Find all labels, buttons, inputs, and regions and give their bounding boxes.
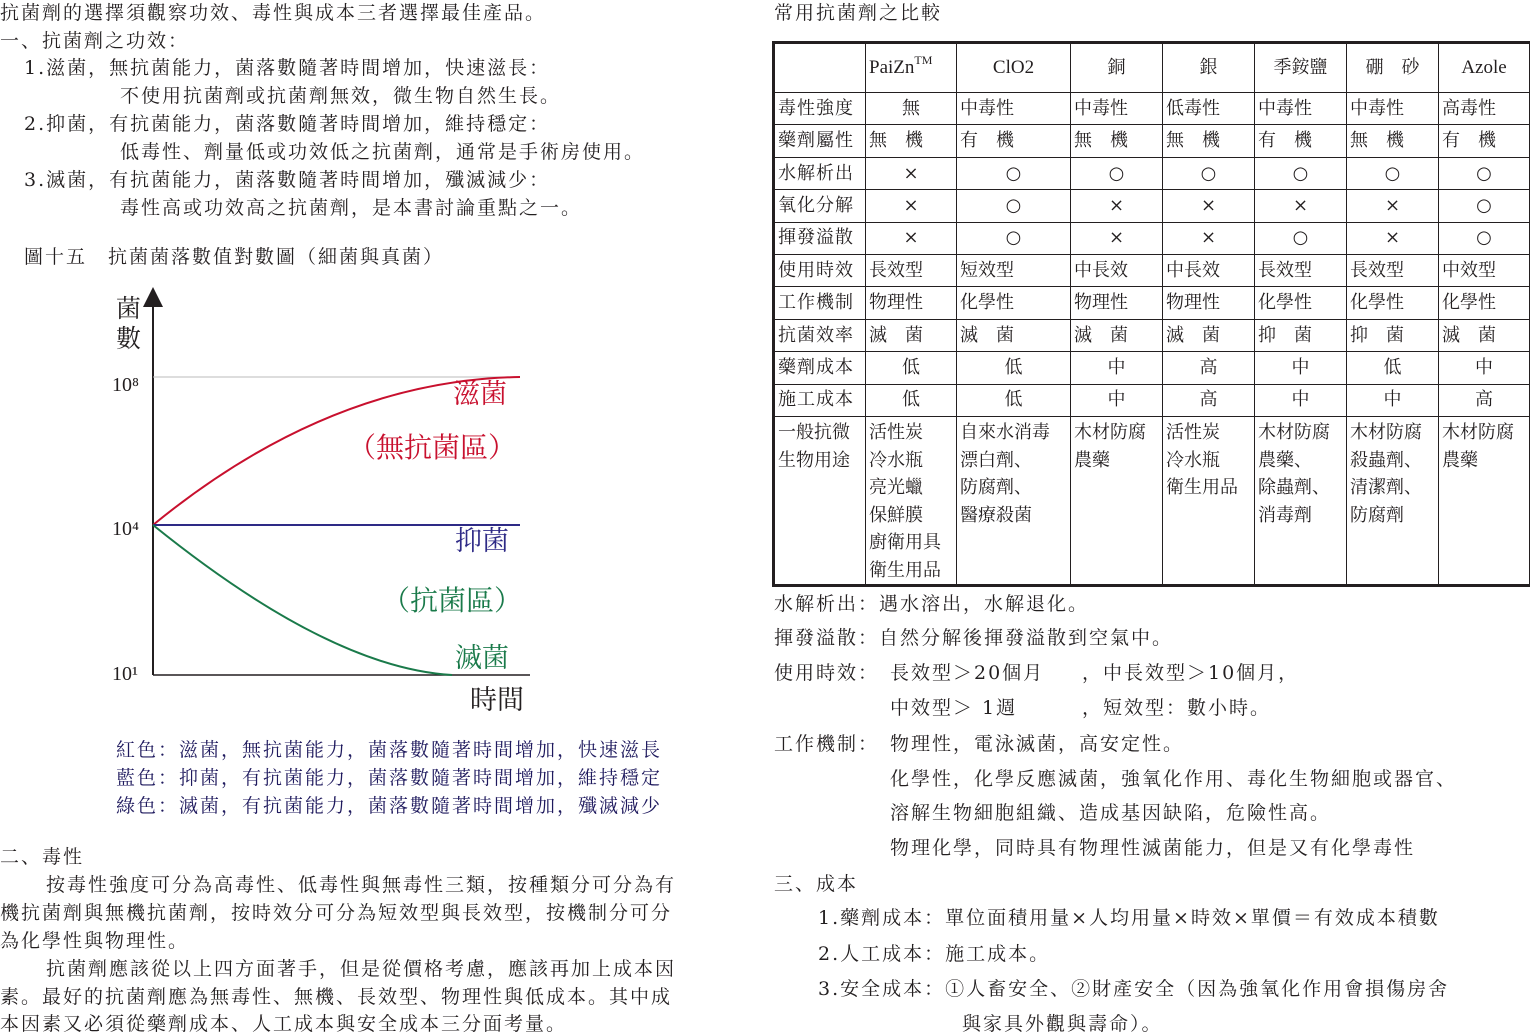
table-row-usage [774, 416, 1530, 586]
x-axis-label: 時間 [470, 685, 524, 716]
table-cell: 高 [1163, 352, 1255, 384]
table-cell: 長效型 [1255, 254, 1347, 286]
cost-item-3: 3.安全成本：①人畜安全、②財產安全（因為強氧化作用會損傷房舍 [818, 978, 1450, 1000]
y-tick-label: 10¹ [112, 663, 138, 685]
table-cell: 低 [1347, 352, 1439, 384]
table-cell: ○ [1255, 222, 1347, 254]
cost-item-3-cont: 與家具外觀與壽命）。 [962, 1013, 1163, 1035]
row-label-cell: 氧化分解 [774, 190, 866, 222]
table-cell: 無 [866, 93, 957, 125]
table-cell: 低 [957, 352, 1071, 384]
table-cell: ○ [1347, 157, 1439, 189]
para2-line: 抗菌劑應該從以上四方面著手，但是從價格考慮，應該再加上成本因 [46, 958, 677, 980]
item2-desc: 低毒性、劑量低或功效低之抗菌劑，通常是手術房使用。 [120, 141, 646, 163]
table-cell: 中 [1071, 352, 1163, 384]
para2-line: 素。最好的抗菌劑應為無毒性、無機、長效型、物理性與低成本。其中成 [0, 986, 673, 1008]
item3-title: 3.滅菌，有抗菌能力，菌落數隨著時間增加，殲滅減少： [24, 169, 551, 191]
item2-title: 2.抑菌，有抗菌能力，菌落數隨著時間增加，維持穩定： [24, 113, 551, 135]
region-label-no-antibacterial: （無抗菌區） [348, 431, 517, 464]
table-header-cell: Azole [1439, 43, 1530, 93]
table-header-cell: PaiZn™ [866, 43, 957, 93]
table-cell: 物理性 [866, 287, 957, 319]
table-cell: ○ [1255, 157, 1347, 189]
row-label-cell: 一般抗微 生物用途 [774, 416, 866, 586]
table-cell: 高 [1439, 384, 1530, 416]
table-cell: 中毒性 [1347, 93, 1439, 125]
table-cell: 低 [866, 352, 957, 384]
table-cell: 無 機 [1163, 125, 1255, 157]
table-cell: 無 機 [866, 125, 957, 157]
figure-caption: 圖十五 抗菌菌落數值對數圖（細菌與真菌） [24, 246, 445, 268]
row-label-cell: 藥劑成本 [774, 352, 866, 384]
usage-cell: 木材防腐 農藥 [1439, 416, 1530, 586]
usage-cell: 自來水消毒 漂白劑、 防腐劑、 醫療殺菌 [957, 416, 1071, 586]
item1-title: 1.滋菌，無抗菌能力，菌落數隨著時間增加，快速滋長： [24, 57, 551, 79]
table-row [774, 157, 1530, 189]
note-time-b: ，中長效型＞10個月， [1082, 662, 1300, 684]
table-cell: × [1071, 222, 1163, 254]
note-mech-1: 物理性，電泳滅菌，高安定性。 [890, 733, 1185, 755]
table-cell: ○ [957, 157, 1071, 189]
note-time-a: 長效型＞20個月 [890, 662, 1045, 684]
table-cell: 低 [957, 384, 1071, 416]
table-cell: × [866, 157, 957, 189]
table-cell: 物理性 [1163, 287, 1255, 319]
row-label-cell: 施工成本 [774, 384, 866, 416]
note-mech-4: 物理化學，同時具有物理性滅菌能力，但是又有化學毒性 [890, 837, 1416, 859]
table-cell: × [1347, 190, 1439, 222]
item1-desc: 不使用抗菌劑或抗菌劑無效，微生物自然生長。 [120, 85, 562, 107]
table-cell: ○ [1439, 190, 1530, 222]
table-header-cell: 銀 [1163, 43, 1255, 93]
table-cell: 抑 菌 [1255, 319, 1347, 351]
table-cell: × [1347, 222, 1439, 254]
table-header-cell: 硼 砂 [1347, 43, 1439, 93]
legend-blue: 藍色：抑菌，有抗菌能力，菌落數隨著時間增加，維持穩定 [116, 767, 663, 789]
table-cell: 中毒性 [1071, 93, 1163, 125]
series-label-growth: 滋菌 [453, 379, 507, 410]
table-cell: 低 [866, 384, 957, 416]
y-tick-label: 10⁸ [112, 374, 139, 396]
table-header-cell: 季銨鹽 [1255, 43, 1347, 93]
table-header-cell: 銅 [1071, 43, 1163, 93]
usage-cell: 木材防腐 殺蟲劑、 清潔劑、 防腐劑 [1347, 416, 1439, 586]
cost-item-2: 2.人工成本：施工成本。 [818, 943, 1051, 965]
table-cell: 中毒性 [1255, 93, 1347, 125]
cost-item-1: 1.藥劑成本：單位面積用量×人均用量×時效×單價＝有效成本積數 [818, 907, 1440, 929]
table-title: 常用抗菌劑之比較 [774, 2, 943, 24]
y-axis-label-2: 數 [116, 324, 142, 353]
row-label-cell: 揮發溢散 [774, 222, 866, 254]
table-cell: 短效型 [957, 254, 1071, 286]
table-cell: 中長效 [1163, 254, 1255, 286]
section3-title: 三、成本 [774, 873, 859, 895]
usage-cell: 活性炭 冷水瓶 亮光蠟 保鮮膜 廚衛用具 衛生用品 [866, 416, 957, 586]
table-cell: 抑 菌 [1347, 319, 1439, 351]
table-cell: ○ [1071, 157, 1163, 189]
para1-line: 機抗菌劑與無機抗菌劑，按時效分可分為短效型與長效型，按機制分可分 [0, 902, 673, 924]
table-cell: 滅 菌 [1071, 319, 1163, 351]
table-cell: 物理性 [1071, 287, 1163, 319]
table-row [774, 125, 1530, 157]
intro-text: 抗菌劑的選擇須觀察功效、毒性與成本三者選擇最佳產品。 [0, 2, 547, 24]
table-row [774, 222, 1530, 254]
table-cell: 無 機 [1347, 125, 1439, 157]
table-cell: 化學性 [1439, 287, 1530, 319]
para2-line: 本因素又必須從藥劑成本、人工成本與安全成本三分面考量。 [0, 1013, 568, 1035]
table-cell: 無 機 [1071, 125, 1163, 157]
table-cell: 滅 菌 [957, 319, 1071, 351]
table-row [774, 190, 1530, 222]
table-cell: 低毒性 [1163, 93, 1255, 125]
table-row [774, 384, 1530, 416]
table-row [774, 93, 1530, 125]
table-cell: × [1163, 222, 1255, 254]
para1-line: 為化學性與物理性。 [0, 930, 190, 952]
usage-cell: 木材防腐 農藥 [1071, 416, 1163, 586]
row-label-cell: 抗菌效率 [774, 319, 866, 351]
table-cell: 化學性 [1347, 287, 1439, 319]
note-time-c: 中效型＞ 1週 [890, 697, 1018, 719]
para1-line: 按毒性強度可分為高毒性、低毒性與無毒性三類，按種類分可分為有 [46, 874, 677, 896]
table-row [774, 352, 1530, 384]
table-cell: 中長效 [1071, 254, 1163, 286]
table-cell: ○ [1163, 157, 1255, 189]
table-cell: ○ [1439, 222, 1530, 254]
note-mech-2: 化學性，化學反應滅菌，強氧化作用、毒化生物細胞或器官、 [890, 768, 1458, 790]
table-cell: 中效型 [1439, 254, 1530, 286]
legend-red: 紅色：滋菌，無抗菌能力，菌落數隨著時間增加，快速滋長 [116, 739, 663, 761]
table-cell: × [866, 222, 957, 254]
note-hydro: 水解析出：遇水溶出，水解退化。 [774, 593, 1090, 615]
table-cell: 有 機 [957, 125, 1071, 157]
row-label-cell: 水解析出 [774, 157, 866, 189]
usage-cell: 活性炭 冷水瓶 衛生用品 [1163, 416, 1255, 586]
section2-title: 二、毒性 [0, 846, 85, 868]
table-cell: 中 [1439, 352, 1530, 384]
table-corner-cell [774, 43, 866, 93]
table-header-cell: ClO2 [957, 43, 1071, 93]
usage-cell: 木材防腐 農藥、 除蟲劑、 消毒劑 [1255, 416, 1347, 586]
table-cell: 中毒性 [957, 93, 1071, 125]
trademark-sup: TM [914, 52, 933, 67]
table-cell: 化學性 [957, 287, 1071, 319]
table-cell: 長效型 [866, 254, 957, 286]
note-mech-3: 溶解生物細胞組織、造成基因缺陷，危險性高。 [890, 802, 1332, 824]
table-cell: 有 機 [1255, 125, 1347, 157]
table-cell: 中 [1255, 384, 1347, 416]
table-cell: × [1255, 190, 1347, 222]
series-label-inhibit: 抑菌 [455, 526, 509, 557]
series-label-kill: 滅菌 [455, 643, 509, 674]
table-cell: 有 機 [1439, 125, 1530, 157]
row-label-cell: 工作機制 [774, 287, 866, 319]
y-axis-label-1: 菌 [116, 294, 142, 323]
table-cell: 長效型 [1347, 254, 1439, 286]
table-cell: 中 [1347, 384, 1439, 416]
section1-title: 一、抗菌劑之功效： [0, 30, 190, 52]
table-cell: 中 [1071, 384, 1163, 416]
row-label-cell: 使用時效 [774, 254, 866, 286]
table-cell: 滅 菌 [866, 319, 957, 351]
table-cell: × [1071, 190, 1163, 222]
table-cell: 高 [1163, 384, 1255, 416]
note-mech-label: 工作機制： [774, 733, 880, 755]
table-row [774, 319, 1530, 351]
legend-green: 綠色：滅菌，有抗菌能力，菌落數隨著時間增加，殲滅減少 [116, 795, 663, 817]
note-time-label: 使用時效： [774, 662, 880, 684]
table-cell: 高毒性 [1439, 93, 1530, 125]
comparison-table [772, 41, 1530, 587]
table-cell: 滅 菌 [1439, 319, 1530, 351]
table-cell: ○ [957, 222, 1071, 254]
note-volatile: 揮發溢散：自然分解後揮發溢散到空氣中。 [774, 627, 1174, 649]
note-time-d: ，短效型：數小時。 [1082, 697, 1272, 719]
table-row [774, 254, 1530, 286]
table-row [774, 287, 1530, 319]
table-cell: ○ [1439, 157, 1530, 189]
table-cell: 中 [1255, 352, 1347, 384]
item3-desc: 毒性高或功效高之抗菌劑，是本書討論重點之一。 [120, 197, 583, 219]
colony-chart [100, 285, 540, 725]
y-tick-label: 10⁴ [112, 518, 139, 540]
table-cell: ○ [957, 190, 1071, 222]
table-cell: 滅 菌 [1163, 319, 1255, 351]
table-cell: × [1163, 190, 1255, 222]
table-cell: 化學性 [1255, 287, 1347, 319]
row-label-cell: 毒性強度 [774, 93, 866, 125]
table-cell: × [866, 190, 957, 222]
region-label-antibacterial: （抗菌區） [382, 584, 523, 617]
row-label-cell: 藥劑屬性 [774, 125, 866, 157]
